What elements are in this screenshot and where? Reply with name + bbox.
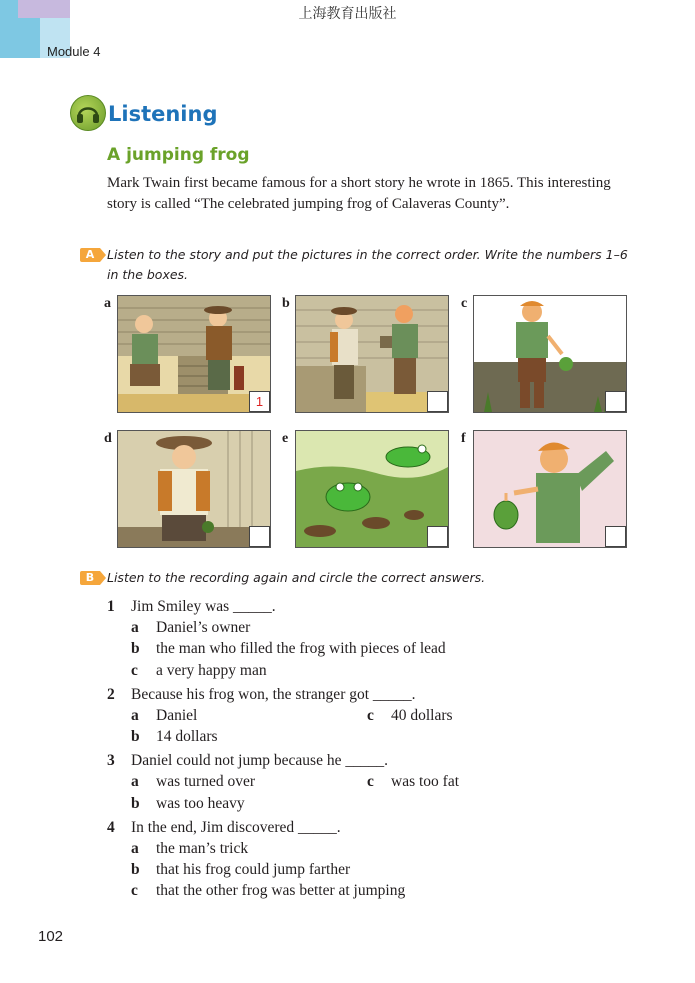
picture-e bbox=[295, 430, 449, 548]
option-text[interactable]: 40 dollars bbox=[391, 707, 453, 724]
option-text[interactable]: Daniel bbox=[156, 707, 198, 724]
question-number: 1 bbox=[107, 598, 115, 615]
picture-b bbox=[295, 295, 449, 413]
picture-label: a bbox=[104, 296, 111, 311]
question-text: In the end, Jim discovered _____. bbox=[131, 819, 341, 836]
publisher-name: 上海教育出版社 bbox=[298, 6, 397, 22]
option-letter[interactable]: a bbox=[131, 707, 139, 724]
picture-c bbox=[473, 295, 627, 413]
question-number: 3 bbox=[107, 752, 115, 769]
part-a-instruction-cont: in the boxes. bbox=[107, 267, 189, 282]
option-text[interactable]: that the other frog was better at jumping bbox=[156, 882, 406, 899]
option-letter[interactable]: c bbox=[367, 707, 374, 724]
answer-box[interactable]: 1 bbox=[249, 391, 270, 412]
headphones-icon bbox=[70, 95, 106, 131]
part-a-badge: A bbox=[80, 248, 100, 262]
option-letter[interactable]: b bbox=[131, 640, 140, 657]
option-letter[interactable]: c bbox=[131, 662, 138, 679]
option-letter[interactable]: a bbox=[131, 840, 139, 857]
picture-label: b bbox=[282, 296, 290, 311]
question-number: 2 bbox=[107, 686, 115, 703]
option-letter[interactable]: c bbox=[131, 882, 138, 899]
intro-paragraph: Mark Twain first became famous for a short story he wrote in 1865. This interesting story is called “The celebrated jumping frog of Calaveras County”. bbox=[107, 175, 611, 212]
picture-label: c bbox=[461, 296, 468, 311]
option-letter[interactable]: c bbox=[367, 773, 374, 790]
option-letter[interactable]: b bbox=[131, 861, 140, 878]
option-letter[interactable]: a bbox=[131, 773, 139, 790]
option-text[interactable]: Daniel’s owner bbox=[156, 619, 251, 636]
picture-label: f bbox=[461, 431, 466, 446]
part-b-badge: B bbox=[80, 571, 100, 585]
answer-box[interactable] bbox=[249, 526, 270, 547]
question-text: Because his frog won, the stranger got _____. bbox=[131, 686, 416, 703]
picture-a bbox=[117, 295, 271, 413]
option-text[interactable]: 14 dollars bbox=[156, 728, 218, 745]
question-number: 4 bbox=[107, 819, 115, 836]
picture-d bbox=[117, 430, 271, 548]
page-number: 102 bbox=[38, 928, 64, 945]
question-text: Daniel could not jump because he _____. bbox=[131, 752, 388, 769]
picture-label: e bbox=[282, 431, 289, 446]
answer-box[interactable] bbox=[605, 391, 626, 412]
part-a-instruction: Listen to the story and put the pictures in the correct order. Write the numbers 1–6 bbox=[107, 247, 628, 262]
answer-box[interactable] bbox=[427, 391, 448, 412]
option-text[interactable]: was too fat bbox=[391, 773, 460, 790]
option-text[interactable]: a very happy man bbox=[156, 662, 267, 679]
module-label: Module 4 bbox=[47, 44, 101, 59]
picture-f bbox=[473, 430, 627, 548]
option-text[interactable]: was too heavy bbox=[156, 795, 245, 812]
option-letter[interactable]: b bbox=[131, 728, 140, 745]
picture-label: d bbox=[104, 431, 112, 446]
option-letter[interactable]: b bbox=[131, 795, 140, 812]
option-text[interactable]: was turned over bbox=[156, 773, 255, 790]
option-text[interactable]: that his frog could jump farther bbox=[156, 861, 351, 878]
option-letter[interactable]: a bbox=[131, 619, 139, 636]
answer-box[interactable] bbox=[427, 526, 448, 547]
option-text[interactable]: the man’s trick bbox=[156, 840, 249, 857]
part-b-instruction: Listen to the recording again and circle the correct answers. bbox=[107, 570, 486, 585]
option-text[interactable]: the man who filled the frog with pieces of lead bbox=[156, 640, 446, 657]
question-text: Jim Smiley was _____. bbox=[131, 598, 276, 615]
story-title: A jumping frog bbox=[107, 145, 250, 165]
section-title: Listening bbox=[108, 102, 218, 126]
answer-box[interactable] bbox=[605, 526, 626, 547]
